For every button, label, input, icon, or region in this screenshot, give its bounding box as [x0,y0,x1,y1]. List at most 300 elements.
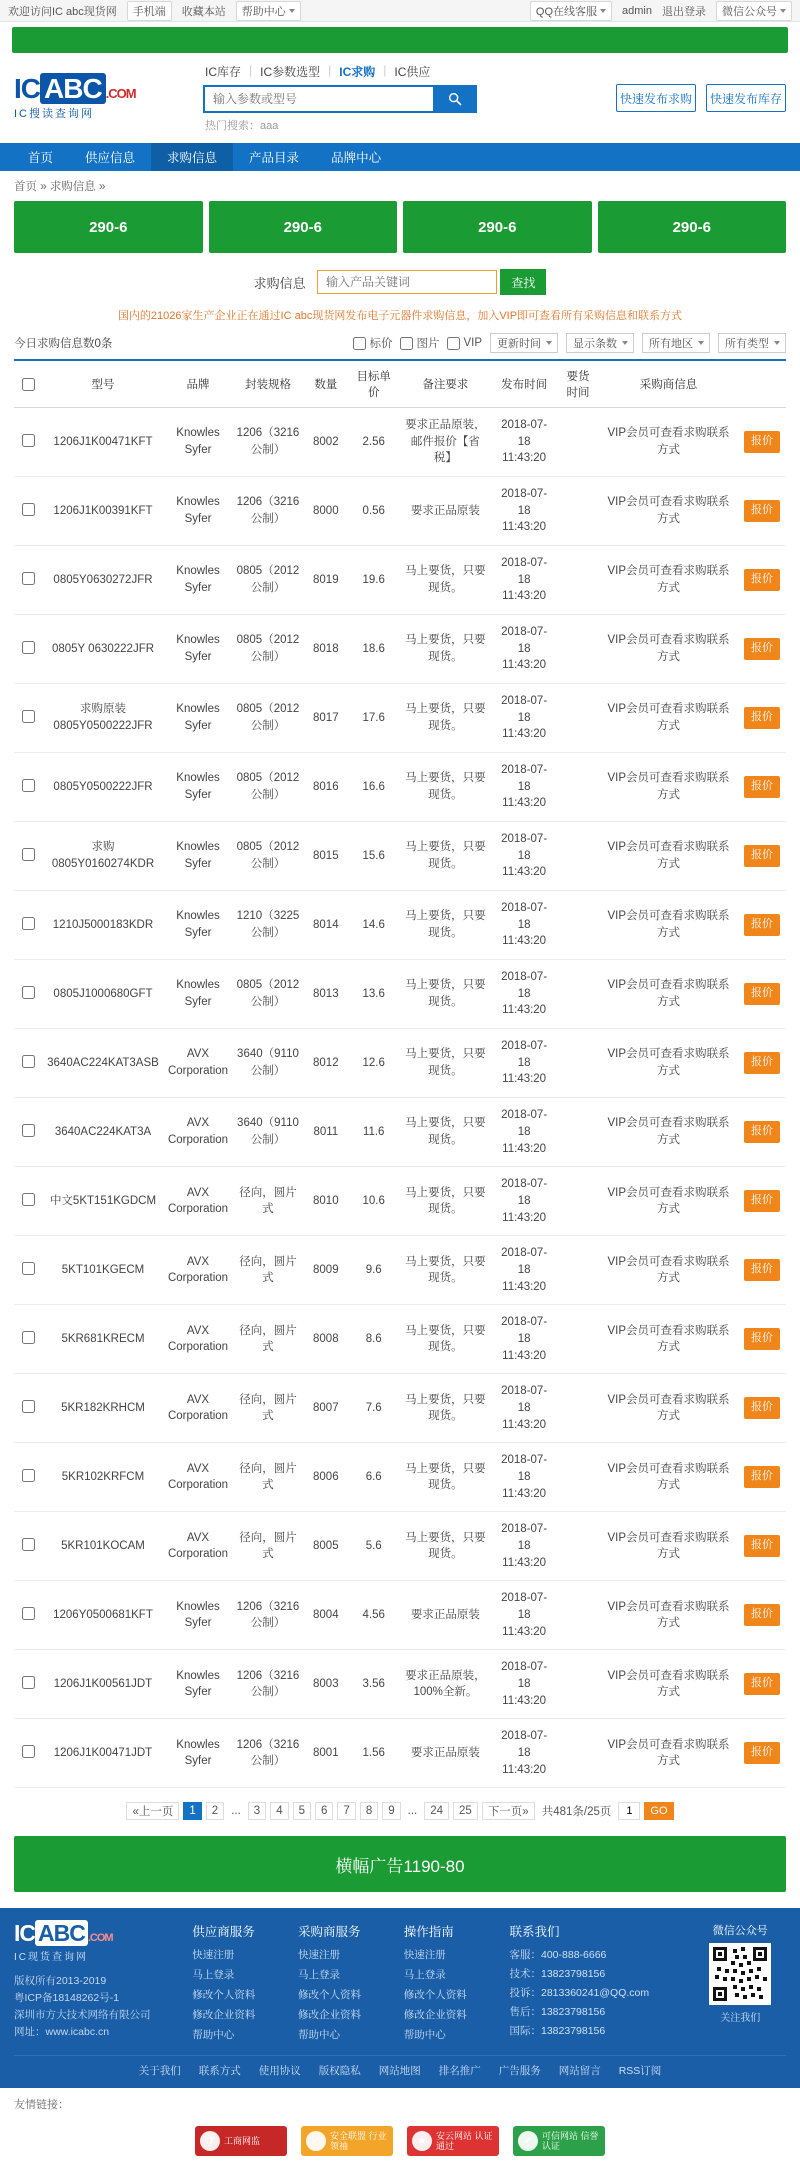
cell-buyer-info: VIP会员可查看求购联系方式 [599,1098,738,1167]
cell-action[interactable] [738,1098,786,1167]
cell-publish-time: 2018-07-18 11:43:20 [491,1305,557,1374]
page-6[interactable]: 6 [315,1802,333,1820]
footer-link-edit-company-2[interactable]: 修改企业资料 [298,2009,361,2022]
cell-model[interactable]: 1206Y0500681KFT [42,1581,164,1650]
cell-model[interactable]: 中文5KT151KGDCM [42,1167,164,1236]
publish-stock-button[interactable]: 快速发布库存 [706,84,786,112]
logout-link[interactable]: 退出登录 [662,5,706,18]
cell-model[interactable]: 求购 0805Y0160274KDR [42,822,164,891]
bid-button[interactable]: 报价 [744,638,780,660]
qr-caption: 关注我们 [720,2013,761,2025]
cert-badge-1[interactable] [301,2126,393,2156]
row-select-cell[interactable] [14,1236,42,1305]
filter-image[interactable] [400,335,439,351]
footer-link-help[interactable]: 帮助中心 [192,2029,235,2042]
row-checkbox[interactable] [22,1055,35,1068]
filter-vip-checkbox[interactable] [447,337,460,350]
bid-button[interactable]: 报价 [744,845,780,867]
table-row[interactable] [14,753,786,822]
cell-price: 14.6 [348,891,400,960]
footer-link-1[interactable]: 联系方式 [198,2065,241,2078]
cell-action[interactable] [738,822,786,891]
col-action [738,360,786,408]
row-select-cell[interactable] [14,1098,42,1167]
cell-quantity: 8011 [304,1098,348,1167]
cell-action[interactable] [738,960,786,1029]
hot-word[interactable]: aaa [260,120,279,132]
mobile-link[interactable]: 手机端 [127,1,172,21]
row-checkbox[interactable] [22,710,35,723]
footer-link-edit-personal-3[interactable]: 修改个人资料 [403,1989,467,2002]
cell-action[interactable] [738,477,786,546]
cell-note: 要求正品原装 [400,477,492,546]
cell-action[interactable] [738,615,786,684]
bid-button[interactable]: 报价 [744,569,780,591]
row-checkbox[interactable] [22,1331,35,1344]
cell-model[interactable]: 5KR102KRFCM [42,1443,164,1512]
user-name[interactable]: admin [622,4,652,17]
footer-link-5[interactable]: 排名推广 [438,2065,481,2078]
footer-col-guide-title: 操作指南 [403,1925,454,1940]
cell-quantity: 8005 [304,1512,348,1581]
bid-button[interactable]: 报价 [744,1328,780,1350]
table-row[interactable] [14,1029,786,1098]
qq-service-link[interactable]: QQ在线客服 [530,1,612,21]
filter-priced[interactable] [353,335,392,351]
cell-action[interactable] [738,1374,786,1443]
cell-note: 马上要货，只要现货。 [400,822,492,891]
table-row[interactable] [14,822,786,891]
region-select[interactable] [642,333,710,353]
tab-ic-param[interactable]: IC参数选型 [260,65,321,79]
contact-international: 国际：13823798156 [509,2025,606,2038]
bid-button[interactable]: 报价 [744,1604,780,1626]
cell-quantity: 8002 [304,408,348,477]
friend-links [0,2088,800,2116]
footer-col-supplier-title: 供应商服务 [192,1925,255,1940]
type-select[interactable] [718,333,786,353]
row-select-cell[interactable] [14,408,42,477]
col-brand[interactable]: 品牌 [164,360,232,408]
cell-action[interactable] [738,408,786,477]
cell-price: 19.6 [348,546,400,615]
cell-brand: AVX Corporation [164,1443,232,1512]
cell-price: 15.6 [348,822,400,891]
cell-action[interactable] [738,1443,786,1512]
cell-need-time [557,960,599,1029]
cell-need-time [557,1374,599,1443]
search-input[interactable] [203,85,433,113]
cell-action[interactable] [738,891,786,960]
cell-note: 马上要货，只要现货。 [400,1236,492,1305]
row-checkbox[interactable] [22,503,35,516]
cell-brand: Knowles Syfer [164,684,232,753]
row-checkbox[interactable] [22,641,35,654]
cell-quantity: 8003 [304,1650,348,1719]
row-select-cell[interactable] [14,477,42,546]
row-checkbox[interactable] [22,1745,35,1758]
cell-model[interactable]: 0805Y 0630222JFR [42,615,164,684]
cell-need-time [557,891,599,960]
footer-link-register[interactable]: 快速注册 [192,1949,235,1962]
bid-button[interactable]: 报价 [744,1121,780,1143]
cell-model[interactable]: 0805Y0630272JFR [42,546,164,615]
row-checkbox[interactable] [22,1400,35,1413]
qr-code-image [709,1943,771,2005]
table-row[interactable] [14,891,786,960]
bid-button[interactable]: 报价 [744,431,780,453]
cell-note: 马上要货，只要现货。 [400,684,492,753]
row-select-cell[interactable] [14,822,42,891]
filter-image-label: 图片 [416,338,440,350]
table-row[interactable] [14,1650,786,1719]
page-24[interactable]: 24 [424,1802,449,1820]
cell-package: 1210（3225公制） [232,891,304,960]
select-all-checkbox[interactable] [22,378,35,391]
filter-vip[interactable] [447,337,482,350]
tab-separator: | [383,63,387,77]
row-checkbox[interactable] [22,848,35,861]
col-buyer-info[interactable]: 采购商信息 [599,360,738,408]
cell-action[interactable] [738,1167,786,1236]
cell-need-time [557,1305,599,1374]
table-row[interactable] [14,1719,786,1788]
row-checkbox[interactable] [22,1469,35,1482]
table-row[interactable] [14,1098,786,1167]
cell-model[interactable]: 3640AC224KAT3ASB [42,1029,164,1098]
footer-link-4[interactable]: 网站地图 [378,2065,421,2078]
main-nav [0,143,800,171]
cell-price: 4.56 [348,1581,400,1650]
bid-button[interactable]: 报价 [744,1397,780,1419]
row-select-cell[interactable] [14,960,42,1029]
page-go-button[interactable]: GO [644,1802,673,1820]
table-body [14,408,786,1788]
cell-model[interactable]: 1206J1K00391KFT [42,477,164,546]
cell-action[interactable] [738,1512,786,1581]
contact-service: 客服：400-888-6666 [509,1949,607,1962]
cell-package: 0805（2012公制） [232,822,304,891]
page-5[interactable]: 5 [293,1802,311,1820]
footer-link-edit-personal[interactable]: 修改个人资料 [192,1989,256,2002]
footer-link-2[interactable]: 使用协议 [258,2065,301,2078]
bid-button[interactable]: 报价 [744,1673,780,1695]
site-logo[interactable] [14,75,189,121]
cell-need-time [557,1098,599,1167]
tab-ic-buy[interactable]: IC求购 [339,65,376,79]
bid-button[interactable]: 报价 [744,1466,780,1488]
cell-action[interactable] [738,684,786,753]
nav-item-catalog[interactable]: 产品目录 [249,151,300,165]
col-publish-time[interactable]: 发布时间 [491,360,557,408]
footer-link-3[interactable]: 版权隐私 [318,2065,361,2078]
chevron-down-icon [780,9,786,13]
cell-brand: Knowles Syfer [164,960,232,1029]
footer-copyright-1: 版权所有2013-2019 [14,1975,107,1988]
cell-model[interactable]: 1206J1K00561JDT [42,1650,164,1719]
cert-icon: ✓ [518,2131,538,2151]
cell-note: 要求正品原装 [400,1581,492,1650]
row-select-cell[interactable] [14,1374,42,1443]
logo-subtitle: IC搜读查询网 [14,108,94,120]
table-header [14,360,786,408]
table-row[interactable] [14,408,786,477]
cell-publish-time: 2018-07-18 11:43:20 [491,1167,557,1236]
col-model[interactable]: 型号 [42,360,164,408]
footer-link-login-3[interactable]: 马上登录 [403,1969,446,1982]
ad-box-1[interactable]: 290-6 [14,201,203,253]
footer-link-8[interactable]: RSS订阅 [618,2065,662,2078]
cell-need-time [557,1167,599,1236]
cell-note: 马上要货，只要现货。 [400,1512,492,1581]
cell-model[interactable]: 1206J1K00471JDT [42,1719,164,1788]
cell-model[interactable]: 1206J1K00471KFT [42,408,164,477]
wechat-official-link[interactable]: 微信公众号 [716,1,792,21]
footer-link-help-2[interactable]: 帮助中心 [298,2029,340,2042]
contact-aftersales: 售后：13823798156 [509,2006,606,2019]
row-checkbox[interactable] [22,1193,35,1206]
tab-separator: | [328,63,332,77]
cell-price: 6.6 [348,1443,400,1512]
cell-model[interactable]: 0805J1000680GFT [42,960,164,1029]
bid-button[interactable]: 报价 [744,1052,780,1074]
inpage-search-button[interactable]: 查找 [500,269,546,295]
sort-select-value: 更新时间 [497,338,541,350]
cert-badge-0[interactable] [195,2126,287,2156]
cell-publish-time: 2018-07-18 11:43:20 [491,1581,557,1650]
table-row[interactable] [14,1236,786,1305]
row-select-cell[interactable] [14,1512,42,1581]
cert-badge-3[interactable] [513,2126,605,2156]
row-select-cell[interactable] [14,615,42,684]
bid-button[interactable]: 报价 [744,983,780,1005]
footer-link-login[interactable]: 马上登录 [192,1969,235,1982]
footer-link-7[interactable]: 网站留言 [558,2065,601,2078]
page-4[interactable]: 4 [270,1802,288,1820]
row-select-cell[interactable] [14,1581,42,1650]
cell-buyer-info: VIP会员可查看求购联系方式 [599,1167,738,1236]
row-select-cell[interactable] [14,753,42,822]
cell-note: 马上要货，只要现货。 [400,546,492,615]
table-row[interactable] [14,1581,786,1650]
cell-action[interactable] [738,1236,786,1305]
row-checkbox[interactable] [22,1538,35,1551]
bid-button[interactable]: 报价 [744,776,780,798]
cell-package: 1206（3216公制） [232,1581,304,1650]
cell-package: 径向，圆片式 [232,1443,304,1512]
table-row[interactable] [14,1512,786,1581]
cell-buyer-info: VIP会员可查看求购联系方式 [599,1719,738,1788]
cell-quantity: 8006 [304,1443,348,1512]
sort-select[interactable] [490,333,558,353]
breadcrumb [0,171,800,201]
cell-model[interactable]: 求购原装 0805Y0500222JFR [42,684,164,753]
page-7[interactable]: 7 [337,1802,355,1820]
footer-link-help-3[interactable]: 帮助中心 [403,2029,446,2042]
cell-note: 马上要货，只要现货。 [400,615,492,684]
inpage-search-label: 求购信息 [253,275,306,291]
search-icon [447,91,463,107]
nav-item-brands[interactable]: 品牌中心 [331,151,382,165]
chevron-down-icon [546,341,552,345]
row-checkbox[interactable] [22,434,35,447]
chevron-down-icon [698,341,704,345]
pagesize-select[interactable] [566,333,634,353]
cell-price: 11.6 [348,1098,400,1167]
row-checkbox[interactable] [22,1676,35,1689]
cell-model[interactable]: 3640AC224KAT3A [42,1098,164,1167]
page-prev[interactable]: «上一页 [126,1802,179,1820]
cell-note: 马上要货，只要现货。 [400,891,492,960]
row-checkbox[interactable] [22,1262,35,1275]
row-checkbox[interactable] [22,572,35,585]
filter-priced-label: 标价 [369,338,393,350]
cell-model[interactable]: 5KR681KRECM [42,1305,164,1374]
cell-buyer-info: VIP会员可查看求购联系方式 [599,684,738,753]
row-select-cell[interactable] [14,546,42,615]
inpage-search-input[interactable] [317,270,497,294]
footer-logo-abc: ABC [35,1920,88,1946]
nav-item-supply[interactable]: 供应信息 [85,151,136,165]
cert-label: 工商网监 [224,2136,261,2147]
cell-model[interactable]: 5KR101KOCAM [42,1512,164,1581]
cell-price: 3.56 [348,1650,400,1719]
cell-need-time [557,1581,599,1650]
page-2[interactable]: 2 [206,1802,224,1820]
table-row[interactable] [14,546,786,615]
row-checkbox[interactable] [22,1607,35,1620]
bid-button[interactable]: 报价 [744,1259,780,1281]
cell-action[interactable] [738,1305,786,1374]
cell-publish-time: 2018-07-18 11:43:20 [491,960,557,1029]
bid-button[interactable]: 报价 [744,914,780,936]
row-select-cell[interactable] [14,1167,42,1236]
cell-action[interactable] [738,753,786,822]
col-need-time[interactable]: 要货时间 [557,360,599,408]
bid-button[interactable]: 报价 [744,500,780,522]
footer-link-login-2[interactable]: 马上登录 [298,1969,340,1982]
cell-model[interactable]: 1210J5000183KDR [42,891,164,960]
bid-button[interactable]: 报价 [744,707,780,729]
row-checkbox[interactable] [22,1124,35,1137]
cell-buyer-info: VIP会员可查看求购联系方式 [599,1581,738,1650]
cell-buyer-info: VIP会员可查看求购联系方式 [599,615,738,684]
cell-action[interactable] [738,1581,786,1650]
cell-note: 马上要货，只要现货。 [400,1098,492,1167]
row-select-cell[interactable] [14,684,42,753]
footer-col-supplier [192,1922,280,2047]
breadcrumb-home[interactable]: 首页 [14,181,37,193]
cell-brand: Knowles Syfer [164,546,232,615]
col-price[interactable]: 目标单价 [348,360,400,408]
cell-action[interactable] [738,546,786,615]
table-row[interactable] [14,1305,786,1374]
type-select-value: 所有类型 [725,338,769,350]
page-3[interactable]: 3 [248,1802,266,1820]
cell-package: 0805（2012公制） [232,960,304,1029]
breadcrumb-current: 求购信息 [49,181,96,193]
row-select-cell[interactable] [14,1650,42,1719]
tab-ic-supply[interactable]: IC供应 [394,65,431,79]
page-1[interactable]: 1 [183,1802,201,1820]
cert-label: 安云网站 认证通过 [436,2130,493,2152]
table-row[interactable] [14,1167,786,1236]
tab-ic-stock[interactable]: IC库存 [205,65,242,79]
footer-link-edit-company-3[interactable]: 修改企业资料 [403,2009,467,2022]
bid-button[interactable]: 报价 [744,1742,780,1764]
cell-model[interactable]: 5KR182KRHCM [42,1374,164,1443]
footer-link-0[interactable]: 关于我们 [138,2065,181,2078]
col-note[interactable]: 备注要求 [400,360,492,408]
row-select-cell[interactable] [14,1305,42,1374]
footer-link-edit-company[interactable]: 修改企业资料 [192,2009,256,2022]
filter-image-checkbox[interactable] [400,337,413,350]
footer-link-register-2[interactable]: 快速注册 [298,1949,340,1962]
help-center-link[interactable]: 帮助中心 [236,1,301,21]
bid-button[interactable]: 报价 [744,1535,780,1557]
cert-badge-2[interactable] [407,2126,499,2156]
footer-website: 网址：www.icabc.cn [14,2026,110,2039]
row-checkbox[interactable] [22,917,35,930]
cell-brand: AVX Corporation [164,1305,232,1374]
favorite-link[interactable]: 收藏本站 [181,5,226,18]
table-row[interactable] [14,1443,786,1512]
footer-link-6[interactable]: 广告服务 [498,2065,541,2078]
nav-item-purchase[interactable]: 求购信息 [151,143,233,171]
col-quantity[interactable]: 数量 [304,360,348,408]
cell-model[interactable]: 5KT101KGECM [42,1236,164,1305]
cell-action[interactable] [738,1650,786,1719]
col-package[interactable]: 封装规格 [232,360,304,408]
row-select-cell[interactable] [14,891,42,960]
table-row[interactable] [14,1374,786,1443]
row-checkbox[interactable] [22,986,35,999]
cell-action[interactable] [738,1719,786,1788]
search-button[interactable] [433,85,477,113]
page-next[interactable]: 下一页» [482,1802,535,1820]
page-jump-input[interactable] [618,1802,640,1820]
bottom-banner-ad[interactable]: 横幅广告1190-80 [14,1836,786,1892]
table-row[interactable] [14,477,786,546]
cell-package: 1206（3216公制） [232,1650,304,1719]
cell-model[interactable]: 0805Y0500222JFR [42,753,164,822]
top-banner-ad[interactable] [12,27,788,53]
publish-purchase-button[interactable]: 快速发布求购 [616,84,696,112]
footer-link-register-3[interactable]: 快速注册 [403,1949,446,1962]
ad-box-2[interactable]: 290-6 [209,201,398,253]
row-checkbox[interactable] [22,779,35,792]
filter-priced-checkbox[interactable] [353,337,366,350]
footer-link-edit-personal-2[interactable]: 修改个人资料 [298,1989,361,2002]
bid-button[interactable]: 报价 [744,1190,780,1212]
page-8[interactable]: 8 [360,1802,378,1820]
cell-price: 1.56 [348,1719,400,1788]
row-select-cell[interactable] [14,1719,42,1788]
row-select-cell[interactable] [14,1443,42,1512]
cell-publish-time: 2018-07-18 11:43:20 [491,1650,557,1719]
page-25[interactable]: 25 [453,1802,478,1820]
table-row[interactable] [14,684,786,753]
table-row[interactable] [14,615,786,684]
cell-action[interactable] [738,1029,786,1098]
page-9[interactable]: 9 [382,1802,400,1820]
ad-box-4[interactable]: 290-6 [598,201,787,253]
ad-box-3[interactable]: 290-6 [403,201,592,253]
table-row[interactable] [14,960,786,1029]
row-select-cell[interactable] [14,1029,42,1098]
cell-note: 马上要货，只要现货。 [400,1167,492,1236]
nav-item-home[interactable]: 首页 [28,151,54,165]
